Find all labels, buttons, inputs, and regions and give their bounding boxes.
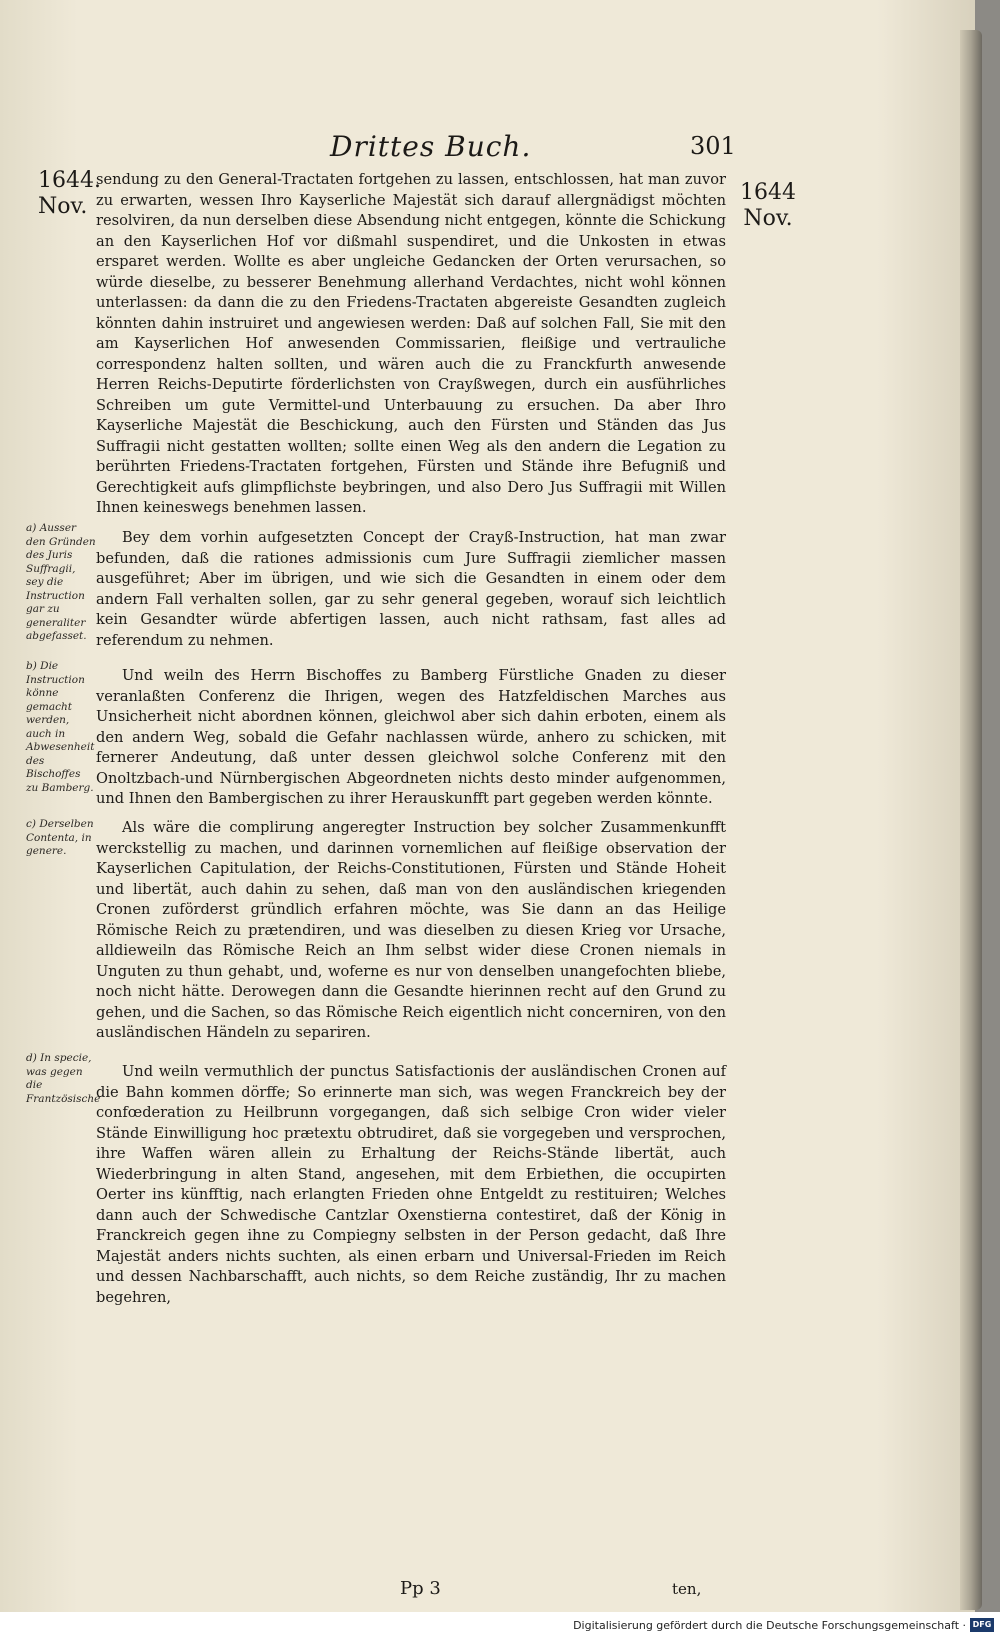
digitization-credit: Digitalisierung gefördert durch die Deutsche Forschungsgemeinschaft · <box>573 1619 966 1632</box>
running-title: Drittes Buch. <box>330 130 532 163</box>
margin-date-right <box>740 180 796 232</box>
paragraph-2 <box>96 528 726 651</box>
paragraph-text: sendung zu den General-Tractaten fortgehen zu lassen, entschlossen, hat man zuvor zu erwarten, wessen Ihro Kayserliche Majestät sich darauf allergnädigst möchten resolviren, da nun derselben diese Absendung nicht entgegen, könnte die Schickung an den Kayserlichen Hof vor dißmahl suspendiret, und die Unkosten in etwas ersparet werden. Wollte es aber ungleiche Gedancken der Orten verursachen, so würde dieselbe, zu besserer Benehmung allerhand Verdachtes, nicht wohl können unterlassen: da dann die zu den Friedens-Tractaten abgereiste Gesandten zugleich könnten dahin instruiret und angewiesen werden: Daß auf solchen Fall, Sie mit den am Kayserlichen Hof anwesenden Commissarien, fleißige und vertrauliche correspondenz halten sollten, und wären auch die zu Franckfurth anwesende Herren Reichs-Deputirte förderlichsten von Crayßwegen, durch ein ausführliches Schreiben um gute Vermittel-und Unterbauung zu ersuchen. Da aber Ihro Kayserliche Majestät die Beschickung, auch den Fürsten und Ständen das Jus Suffragii nicht gestatten wollten; sollte einen Weg als den andern die Legation zu berührten Friedens-Tractaten fortgehen, Fürsten und Stände ihre Befugniß und Gerechtigkeit aufs glimpflichste beybringen, und also Dero Jus Suffragii mit Willen Ihnen keineswegs benehmen lassen. <box>96 171 726 516</box>
dfg-logo-icon: DFG <box>970 1618 994 1632</box>
margin-note-c: c) Derselben Contenta, in genere. <box>26 818 94 857</box>
catchword: ten, <box>672 1580 702 1598</box>
margin-year-left: 1644. <box>38 168 101 193</box>
margin-month-left: Nov. <box>38 194 88 219</box>
margin-note-a: a) Ausser den Gründen des Juris Suffragii, sey die Instruction gar zu generaliter abgefasset. <box>26 522 96 642</box>
paragraph-text: Und weiln vermuthlich der punctus Satisfactionis der ausländischen Cronen auf die Bahn kommen dörffe; So erinnerte man sich, was wegen Franckreich bey der confœderation zu Heilbrunn vorgegangen, daß sich selbige Cron wider vieler Stände Einwilligung hoc prætextu obtrudiret, daß sie vorgegeben und versprochen, ihre Waffen wären allein zu Erhaltung der Reichs-Stände libertät, auch Wiederbringung in alten Stand, angesehen, mit dem Erbiethen, die occupirten Oerter ins künfftig, nach erlangten Frieden ohne Entgeldt zu restituiren; Welches dann auch der Schwedische Cantzlar Oxenstierna contestiret, daß der König in Franckreich gegen ihne zu Compiegny selbsten in der Person gedacht, daß Ihre Majestät anders nichts suchten, als einen erbarn und Universal-Frieden im Reich und dessen Nachbarschafft, auch nichts, so dem Reiche zuständig, Ihr zu machen begehren, <box>96 1063 726 1306</box>
margin-note-b: b) Die Instruction könne gemacht werden, auch in Abwesenheit des Bischoffes zu Bamberg. <box>26 660 95 794</box>
paragraph-text: Und weiln des Herrn Bischoffes zu Bamberg Fürstliche Gnaden zu dieser veranlaßten Conferenz die Ihrigen, wegen des Hatzfeldischen Marches aus Unsicherheit nicht abordnen können, gleichwol aber sich dahin erboten, einem als den andern Weg, sobald die Gefahr nachlassen würde, anhero zu schicken, mit fernerer Andeutung, daß unter dessen gleichwol solche Conferenz mit den Onoltzbach-und Nürnbergischen Abgeordneten nichts desto minder aufgenommen, und Ihnen den Bambergischen zu ihrer Herauskunfft part gegeben werden könnte. <box>96 667 726 807</box>
paragraph-text: Bey dem vorhin aufgesetzten Concept der Crayß-Instruction, hat man zwar befunden, daß die rationes admissionis cum Jure Suffragii ziemlicher massen ausgeführet; Aber im übrigen, und wie sich die Gesandten in einem oder dem andern Fall verhalten sollen, gar zu sehr general gegeben, worauf sich leichtlich kein Gesandter würde abfertigen lassen, auch nicht rathsam, fast alles ad referendum zu nehmen. <box>96 529 726 649</box>
paragraph-4 <box>96 818 726 1044</box>
margin-month-right: Nov. <box>743 206 793 231</box>
page-header <box>0 130 975 170</box>
digitization-footer <box>0 1612 1000 1639</box>
paragraph-3 <box>96 666 726 810</box>
paragraph-text: Als wäre die complirung angeregter Instruction bey solcher Zusammenkunfft werckstellig zu machen, und darinnen vornemlichen auf fleißige observation der Kayserlichen Capitulation, der Reichs-Constitutionen, Fürsten und Stände Hoheit und libertät, auch dahin zu sehen, daß man von den ausländischen kriegenden Cronen zuförderst gründlich erfahren möchte, was Sie dann an das Heilige Römische Reich zu prætendiren, und was dieselben zu diesen Krieg vor Ursache, alldieweiln das Römische Reich an Ihm selbst wider diese Cronen niemals in Unguten zu thun gehabt, und, woferne es nur von denselben unangefochten bliebe, noch nicht hätte. Derowegen dann die Gesandte hierinnen recht auf den Grund zu gehen, und die Sachen, so das Römische Reich eigentlich nicht concerniren, von den ausländischen Händeln zu separiren. <box>96 819 726 1041</box>
margin-date-left <box>38 168 101 220</box>
book-page-edge <box>960 30 982 1610</box>
paragraph-5 <box>96 1062 726 1308</box>
margin-year-right: 1644 <box>740 180 796 205</box>
margin-note-d: d) In specie, was gegen die Frantzösische <box>26 1052 101 1105</box>
paragraph-1 <box>96 170 726 519</box>
page-number: 301 <box>690 132 736 160</box>
signature-mark: Pp 3 <box>400 1578 441 1599</box>
